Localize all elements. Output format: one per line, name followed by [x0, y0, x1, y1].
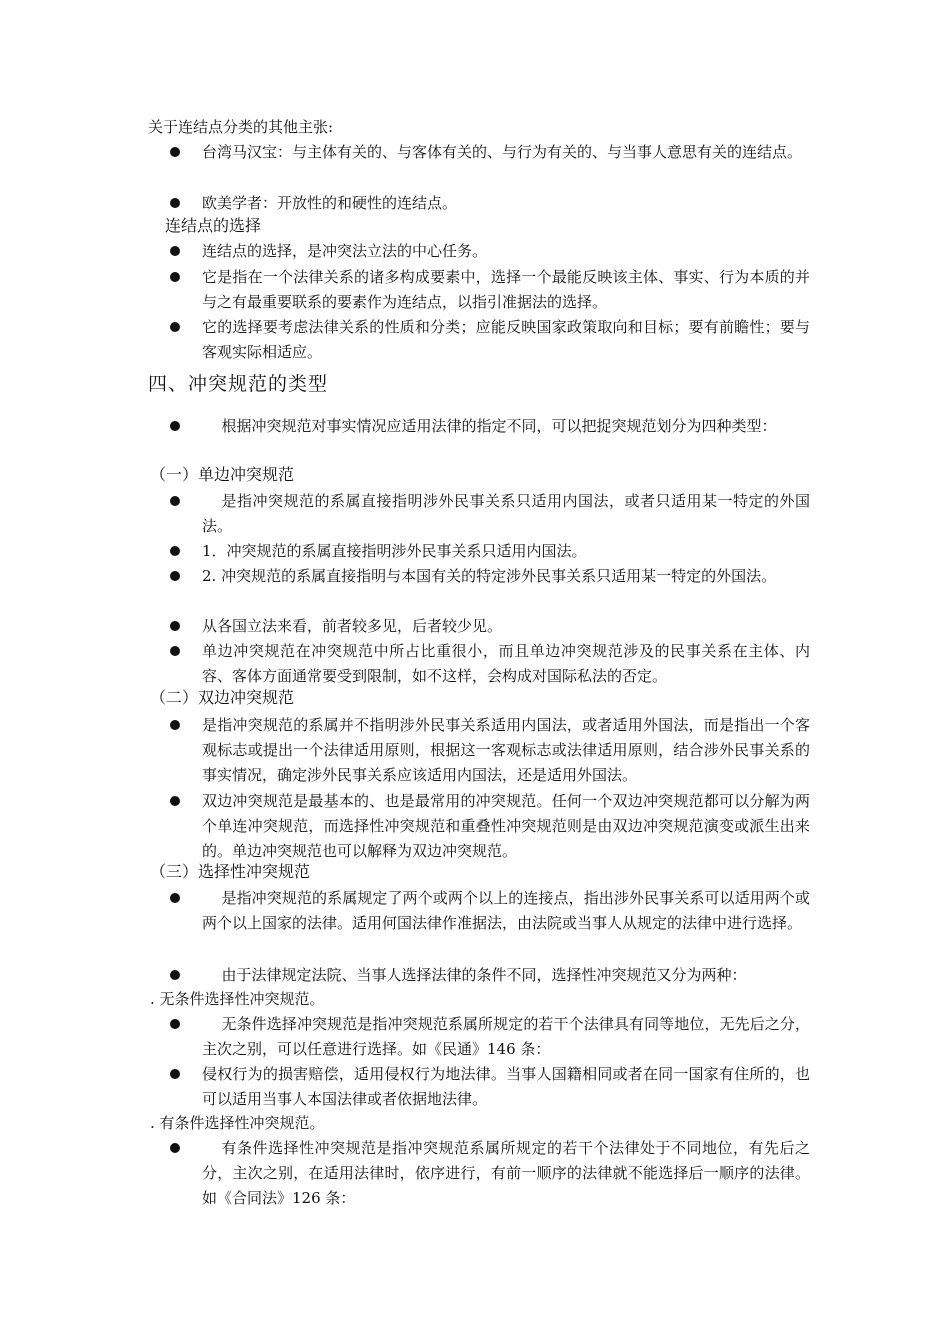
bullet-dot-icon: [170, 246, 180, 256]
list-item: 是指冲突规范的系属规定了两个或两个以上的连接点，指出涉外民事关系可以适用两个或两个以上国家的法律。适用何国法律作准据法，由法院或当事人从规定的法律中进行选择。: [170, 886, 810, 936]
list-item: 是指冲突规范的系属直接指明涉外民事关系只适用内国法，或者只适用某一特定的外国法。: [170, 489, 810, 539]
heading-bilateral: （二）双边冲突规范: [150, 688, 295, 707]
list-item: 双边冲突规范是最基本的、也是最常用的冲突规范。任何一个双边冲突规范都可以分解为两个单连冲突规范，而选择性冲突规范和重叠性冲突规范则是由双边冲突规范演变或派生出来的。单边冲突规范也可以解释为双边冲突规范。: [170, 789, 810, 864]
bullet-dot-icon: [170, 421, 180, 431]
bullet-dot-icon: [170, 1069, 180, 1079]
list-item: 单边冲突规范在冲突规范中所占比重很小，而且单边冲突规范涉及的民事关系在主体、内容、客体方面通常要受到限制，如不这样，会构成对国际私法的否定。: [170, 639, 810, 689]
list-item: 它的选择要考虑法律关系的性质和分类；应能反映国家政策取向和目标；要有前瞻性；要与客观实际相适应。: [170, 315, 810, 365]
list-item: 1．冲突规范的系属直接指明涉外民事关系只适用内国法。: [170, 539, 810, 564]
bullet-dot-icon: [170, 893, 180, 903]
heading-selective: （三）选择性冲突规范: [150, 862, 311, 881]
list-item: 连结点的选择，是冲突法立法的中心任务。: [170, 239, 810, 264]
bullet-dot-icon: [170, 1143, 180, 1153]
bullet-dot-icon: [170, 1019, 180, 1029]
heading-unconditional: . 无条件选择性冲突规范。: [150, 990, 325, 1008]
bullet-dot-icon: [170, 970, 180, 980]
bullet-dot-icon: [170, 546, 180, 556]
heading-conditional: . 有条件选择性冲突规范。: [150, 1114, 325, 1132]
list-item: 它是指在一个法律关系的诸多构成要素中，选择一个最能反映该主体、事实、行为本质的并与之有最重要联系的要素作为连结点，以指引准据法的选择。: [170, 265, 810, 315]
list-item: 由于法律规定法院、当事人选择法律的条件不同，选择性冲突规范又分为两种：: [170, 963, 810, 988]
bullet-dot-icon: [170, 621, 180, 631]
bullet-dot-icon: [170, 198, 180, 208]
list-item: 欧美学者：开放性的和硬性的连结点。: [170, 191, 810, 216]
list-item: 台湾马汉宝：与主体有关的、与客体有关的、与行为有关的、与当事人意思有关的连结点。: [170, 140, 810, 165]
list-item: 是指冲突规范的系属并不指明涉外民事关系适用内国法，或者适用外国法，而是指出一个客观标志或提出一个法律适用原则，根据这一客观标志或法律适用原则，结合涉外民事关系的事实情况，确定涉外民事关系应该适用内国法，还是适用外国法。: [170, 713, 810, 788]
bullet-dot-icon: [170, 322, 180, 332]
bullet-dot-icon: [170, 646, 180, 656]
list-item: 有条件选择性冲突规范是指冲突规范系属所规定的若干个法律处于不同地位，有先后之分，主次之别，在适用法律时，依序进行，有前一顺序的法律就不能选择后一顺序的法律。如《合同法》126 条：: [170, 1136, 810, 1211]
bullet-dot-icon: [170, 720, 180, 730]
list-item: 根据冲突规范对事实情况应适用法律的指定不同，可以把捉突规范划分为四种类型：: [170, 414, 810, 439]
bullet-dot-icon: [170, 796, 180, 806]
bullet-dot-icon: [170, 496, 180, 506]
heading-unilateral: （一）单边冲突规范: [150, 465, 295, 484]
list-item: 2. 冲突规范的系属直接指明与本国有关的特定涉外民事关系只适用某一特定的外国法。: [170, 564, 810, 589]
bullet-dot-icon: [170, 571, 180, 581]
heading-choice: 连结点的选择: [165, 216, 262, 235]
bullet-dot-icon: [170, 272, 180, 282]
bullet-dot-icon: [170, 147, 180, 157]
list-item: 无条件选择冲突规范是指冲突规范系属所规定的若干个法律具有同等地位，无先后之分，主次之别，可以任意进行选择。如《民通》146 条：: [170, 1012, 810, 1062]
list-item: 从各国立法来看，前者较多见，后者较少见。: [170, 614, 810, 639]
list-item: 侵权行为的损害赔偿，适用侵权行为地法律。当事人国籍相同或者在同一国家有住所的，也可以适用当事人本国法律或者依据地法律。: [170, 1062, 810, 1112]
heading-other-views: 关于连结点分类的其他主张:: [148, 118, 334, 136]
section-title-four: 四、冲突规范的类型: [148, 373, 329, 395]
